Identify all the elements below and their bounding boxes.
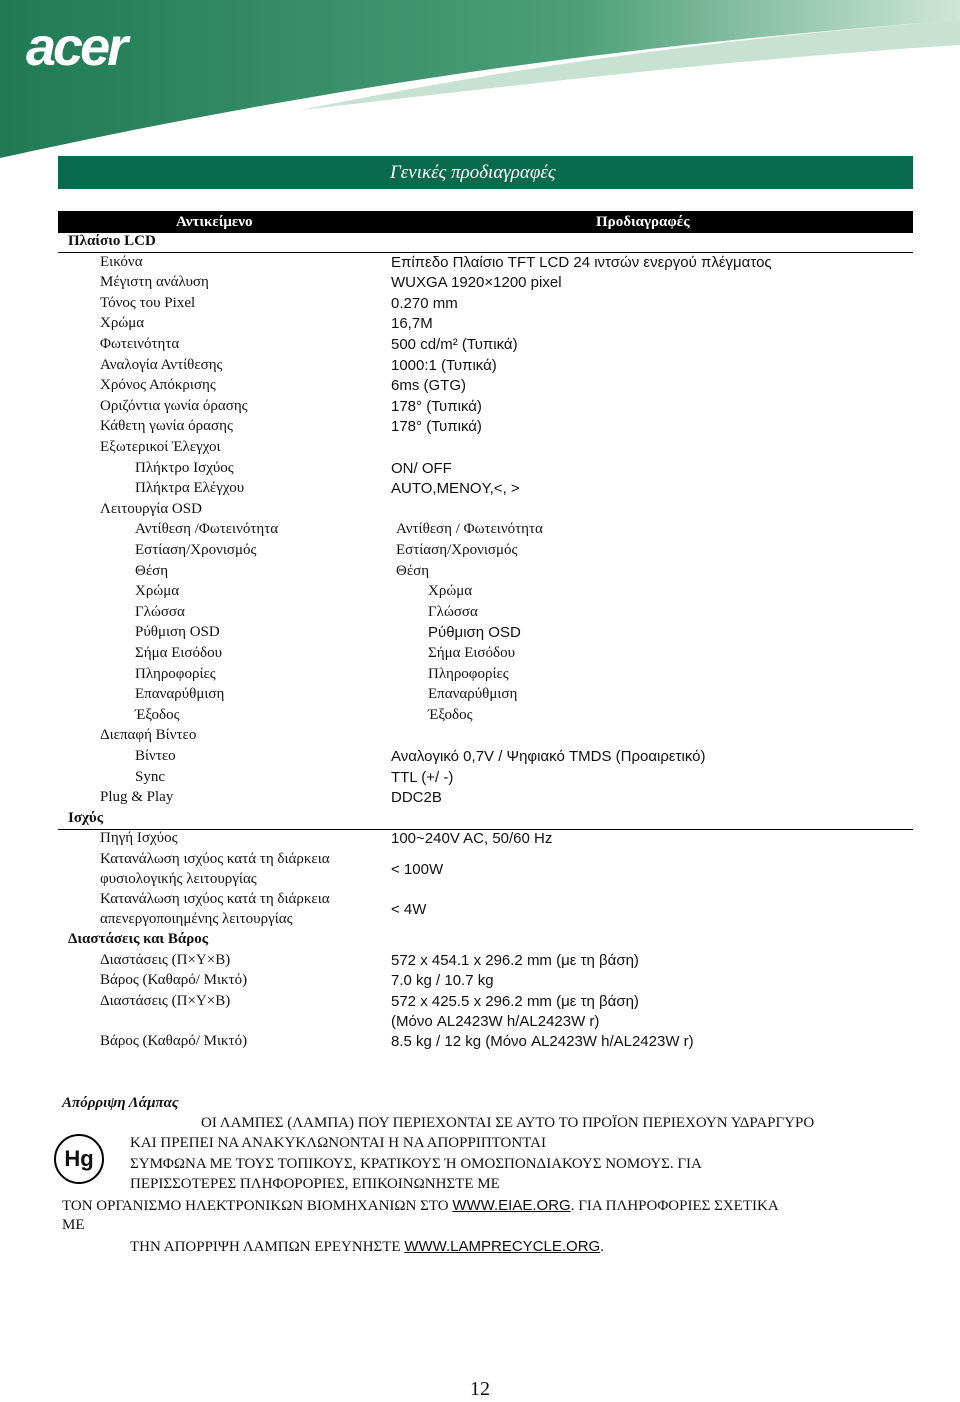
spec-value: Πληροφορίες: [428, 665, 509, 682]
header-swoosh: [0, 0, 960, 160]
spec-label: Plug & Play: [100, 789, 174, 806]
spec-section-row: [0, 810, 960, 831]
spec-label-continued: απενεργοποιημένης λειτουργίας: [100, 911, 293, 927]
spec-row: [0, 891, 960, 931]
spec-row: [0, 377, 960, 398]
spec-label: Εικόνα: [100, 253, 143, 270]
spec-label: Ρύθμιση OSD: [135, 624, 220, 641]
spec-row: [0, 686, 960, 707]
column-header-item: Αντικείμενο: [176, 214, 253, 230]
disposal-line: ΚΑΙ ΠΡΕΠΕΙ ΝΑ ΑΝΑΚΥΚΛΩΝΟΝΤΑΙ Η ΝΑ ΑΠΟΡΡΙΠΤΟΝΤΑΙ: [130, 1135, 547, 1151]
section-label: Ισχύς: [68, 809, 104, 826]
spec-value: Αναλογικό 0,7V / Ψηφιακό TMDS (Προαιρετικό): [391, 748, 706, 765]
spec-label: Λειτουργία OSD: [100, 500, 202, 517]
disposal-line: ΜΕ: [62, 1217, 85, 1233]
spec-row: [0, 645, 960, 666]
spec-row: [0, 789, 960, 810]
spec-row: [0, 952, 960, 973]
spec-row: [0, 748, 960, 769]
spec-label: Φωτεινότητα: [100, 336, 180, 352]
page-title-bar: [58, 156, 913, 189]
acer-logo: acer: [26, 17, 126, 77]
spec-value: AUTO,MENOY,<, >: [391, 480, 520, 498]
spec-label: Αντίθεση /Φωτεινότητα: [135, 521, 279, 538]
spec-label: Πληροφορίες: [135, 665, 216, 682]
spec-row: [0, 1033, 960, 1054]
spec-label: Sync: [135, 768, 165, 785]
spec-value: 16,7M: [391, 315, 433, 333]
spec-label: Πηγή Ισχύος: [100, 830, 178, 847]
spec-row: [0, 707, 960, 728]
spec-value: 178° (Τυπικά): [391, 397, 482, 415]
spec-row: [0, 357, 960, 378]
disposal-line: ΣΥΜΦΩΝΑ ΜΕ ΤΟΥΣ ΤΟΠΙΚΟΥΣ, ΚΡΑΤΙΚΟΥΣ Ή ΟΜΟΣΠΟΝΔΙΑΚΟΥΣ ΝΟΜΟΥΣ. ΓΙΑ: [130, 1156, 702, 1172]
spec-value: 1000:1 (Τυπικά): [391, 356, 497, 374]
spec-row: [0, 254, 960, 275]
spec-label: Εξωτερικοί Έλεγχοι: [100, 439, 221, 455]
spec-value: 100~240V AC, 50/60 Hz: [391, 830, 553, 848]
spec-value: 572 x 425.5 x 296.2 mm (με τη βάση): [391, 992, 639, 1010]
spec-label: Βίντεο: [135, 748, 176, 764]
spec-label: Χρώμα: [135, 583, 180, 600]
spec-row: [0, 274, 960, 295]
spec-label: Επαναρύθμιση: [135, 686, 225, 703]
spec-value: DDC2B: [391, 789, 442, 807]
spec-value: ON/ OFF: [391, 459, 452, 477]
table-header: [58, 211, 913, 233]
spec-label: Διαστάσεις (Π×Υ×Β): [100, 951, 231, 968]
spec-row: [0, 521, 960, 542]
spec-row: [0, 480, 960, 501]
spec-label: Οριζόντια γωνία όρασης: [100, 397, 248, 414]
spec-value: Επίπεδο Πλαίσιο TFT LCD 24 ιντσών ενεργού πλέγματος: [391, 253, 772, 271]
spec-row: [0, 501, 960, 522]
spec-label: Σήμα Εισόδου: [135, 645, 223, 661]
spec-label: Πλήκτρα Ελέγχου: [135, 480, 245, 497]
spec-value: < 100W: [391, 861, 444, 878]
spec-value: Θέση: [396, 562, 430, 579]
disposal-title: Απόρριψη Λάμπας: [62, 1095, 179, 1111]
spec-value: Έξοδος: [428, 706, 473, 723]
spec-label: Κάθετη γωνία όρασης: [100, 418, 233, 435]
spec-row: [0, 624, 960, 645]
spec-section-row: [0, 233, 960, 254]
spec-value: Γλώσσα: [428, 603, 478, 620]
spec-value: TTL (+/ -): [391, 768, 454, 786]
spec-label: Εστίαση/Χρονισμός: [135, 542, 257, 558]
spec-label: Βάρος (Καθαρό/ Μικτό): [100, 1032, 248, 1049]
spec-row: [0, 583, 960, 604]
disposal-text: .: [600, 1239, 604, 1255]
page-title: Γενικές προδιαγραφές: [390, 162, 556, 183]
spec-value: 572 x 454.1 x 296.2 mm (με τη βάση): [391, 951, 639, 969]
spec-row: [0, 769, 960, 790]
spec-row: [0, 851, 960, 891]
spec-row: [0, 830, 960, 851]
spec-label: Πλήκτρο Ισχύος: [135, 459, 234, 476]
spec-label: Έξοδος: [135, 706, 180, 723]
spec-label: Μέγιστη ανάλυση: [100, 274, 209, 291]
spec-label: Διεπαφή Βίντεο: [100, 727, 197, 744]
spec-label: Τόνος του Pixel: [100, 294, 196, 311]
disposal-line: [62, 1197, 779, 1215]
table-rule: [58, 252, 913, 253]
spec-row: [0, 315, 960, 336]
spec-row: [0, 604, 960, 625]
spec-value-continued: (Μόνο AL2423W h/AL2423W r): [391, 1012, 600, 1030]
section-label: Διαστάσεις και Βάρος: [68, 931, 209, 947]
spec-label: Κατανάλωση ισχύος κατά τη διάρκεια: [100, 851, 330, 867]
mercury-hg-icon: Hg: [54, 1134, 104, 1184]
spec-value: 178° (Τυπικά): [391, 418, 482, 436]
spec-row: [0, 295, 960, 316]
spec-section-row: [0, 931, 960, 952]
spec-value: < 4W: [391, 901, 427, 918]
spec-value: 6ms (GTG): [391, 377, 466, 395]
spec-label: Διαστάσεις (Π×Υ×Β): [100, 992, 231, 1009]
spec-value: Επαναρύθμιση: [428, 686, 518, 703]
spec-row: [0, 418, 960, 439]
page-number: 12: [470, 1378, 490, 1400]
spec-value: 500 cd/m² (Τυπικά): [391, 336, 518, 353]
disposal-line: [130, 1238, 604, 1256]
spec-label: Αναλογία Αντίθεσης: [100, 356, 223, 373]
spec-label: Χρώμα: [100, 315, 145, 332]
disposal-text: ΤΗΝ ΑΠΟΡΡΙΨΗ ΛΑΜΠΩΝ ΕΡΕΥΝΗΣΤΕ: [130, 1239, 405, 1255]
spec-label: Γλώσσα: [135, 603, 185, 620]
spec-value: 0.270 mm: [391, 294, 458, 312]
spec-value: Χρώμα: [428, 583, 473, 600]
spec-row: [0, 336, 960, 357]
header-banner: [0, 0, 960, 160]
disposal-line: ΟΙ ΛΑΜΠΕΣ (ΛΑΜΠΑ) ΠΟΥ ΠΕΡΙΕΧΟΝΤΑΙ ΣΕ ΑΥΤΟ ΤΟ ΠΡΟΪΟΝ ΠΕΡΙΕΧΟΥΝ ΥΔΡΑΡΓΥΡΟ: [201, 1115, 815, 1131]
spec-row: [0, 439, 960, 460]
spec-row: [0, 398, 960, 419]
eiae-link[interactable]: WWW.EIAE.ORG: [452, 1197, 571, 1214]
disposal-line: ΠΕΡΙΣΣΟΤΕΡΕΣ ΠΛΗΦΟΡΟΡΙΕΣ, ΕΠΙΚΟΙΝΩΝΗΣΤΕ ΜΕ: [130, 1176, 500, 1192]
spec-value: Ρύθμιση OSD: [428, 624, 521, 642]
spec-label: Χρόνος Απόκρισης: [100, 377, 216, 394]
spec-row: [0, 972, 960, 993]
spec-value: 8.5 kg / 12 kg (Μόνο AL2423W h/AL2423W r): [391, 1032, 694, 1050]
spec-row: [0, 993, 960, 1033]
spec-label: Θέση: [135, 562, 169, 579]
spec-row: [0, 460, 960, 481]
column-header-spec: Προδιαγραφές: [596, 214, 690, 230]
lamprecycle-link[interactable]: WWW.LAMPRECYCLE.ORG: [404, 1238, 601, 1255]
spec-row: [0, 727, 960, 748]
spec-value: 7.0 kg / 10.7 kg: [391, 972, 494, 990]
spec-label: Κατανάλωση ισχύος κατά τη διάρκεια: [100, 891, 330, 907]
spec-value: Αντίθεση / Φωτεινότητα: [396, 521, 543, 538]
spec-row: [0, 666, 960, 687]
spec-value: Σήμα Εισόδου: [428, 645, 516, 661]
spec-value: Εστίαση/Χρονισμός: [396, 542, 518, 558]
spec-label-continued: φυσιολογικής λειτουργίας: [100, 871, 257, 887]
disposal-text: . ΓΙΑ ΠΛΗΡΟΦΟΡΙΕΣ ΣΧΕΤΙΚΑ: [570, 1198, 779, 1214]
spec-row: [0, 563, 960, 584]
spec-value: WUXGA 1920×1200 pixel: [391, 274, 562, 292]
spec-row: [0, 542, 960, 563]
section-label: Πλαίσιο LCD: [68, 233, 156, 249]
spec-label: Βάρος (Καθαρό/ Μικτό): [100, 972, 248, 989]
disposal-text: ΤΟΝ ΟΡΓΑΝΙΣΜΟ ΗΛΕΚΤΡΟΝΙΚΩΝ ΒΙΟΜΗΧΑΝΙΩΝ ΣΤΟ: [62, 1198, 453, 1214]
